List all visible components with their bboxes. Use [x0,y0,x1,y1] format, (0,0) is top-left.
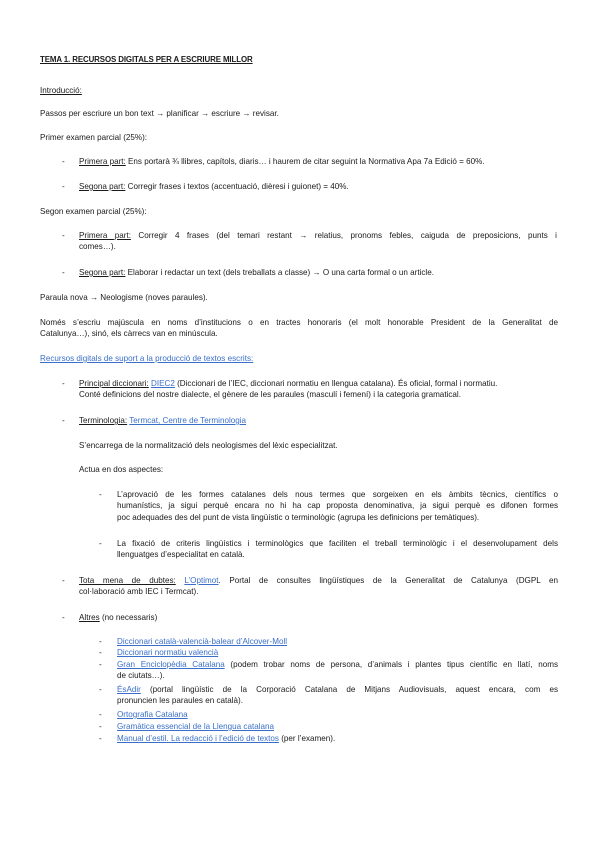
gran-enciclopedia-link[interactable]: Gran Enciclopèdia Catalana [117,660,225,669]
exam1-dash-2: - [62,182,65,191]
dubtes-dash: - [62,576,65,585]
manual-estil-link[interactable]: Manual d’estil. La redacció i l’edició de textos [117,734,279,743]
esadir-text-2: pronuncien les paraules en català). [117,696,243,706]
altres-dash-2: - [99,648,102,657]
altres-link-3 [117,659,558,682]
terminologia-dash: - [62,416,65,425]
exam1-item-1 [79,156,559,167]
exam1-item-2-text: Corregir frases i textos (accentuació, dièresi i guionet) = 40%. [125,182,349,191]
majuscula-line-1: Només s’escriu majúscula en noms d’institucions o en tractes honoraris (el molt honorable President de la Generalitat de [40,318,558,327]
altres-link-5 [117,709,188,720]
optimot-link[interactable]: L’Optimot [184,576,219,585]
exam1-heading: Primer examen parcial (25%): [40,133,148,142]
majuscula-line-2: Catalunya…), sinó, els càrrecs van en minúscula. [40,329,218,339]
terminologia-aspectes: Actua en dos aspectes: [79,465,164,474]
diccionari-label: Principal diccionari: [79,379,149,388]
ortografia-link[interactable]: Ortografia Catalana [117,710,188,719]
exam2-item-2 [79,267,559,278]
diccionari-text-1: (Diccionari de l’IEC, diccionari normatiu en llengua catalana). És oficial, formal i normatiu. [174,379,498,388]
exam2-dash-1: - [62,231,65,240]
diccionari-item [79,378,559,401]
altres-dash-4: - [99,685,102,694]
altres-dash-6: - [99,722,102,731]
dubtes-text-2: col·laboració amb IEC i Termcat). [79,587,199,597]
altres-link-2 [117,647,218,658]
altres-link-6 [117,721,274,732]
exam1-item-2-label: Segona part: [79,182,126,191]
altres-item [79,612,157,623]
terminologia-sub-2 [117,538,558,561]
altres-dash-3: - [99,660,102,669]
altres-dash-5: - [99,710,102,719]
diec2-link[interactable]: DIEC2 [150,379,175,388]
exam2-heading: Segon examen parcial (25%): [40,207,147,216]
terminologia-sub-2-line-1: La fixació de criteris lingüístics i terminològics que faciliten el treball terminològic i el desenvolupament dels [117,539,558,548]
altres-link-7 [117,733,335,744]
terminologia-sub-1-line-1: L’aprovació de les formes catalanes dels nous termes que sorgeixen en els àmbits tècnics, científics o [117,490,558,499]
termcat-link[interactable]: Termcat, Centre de Terminologia [129,416,247,425]
diccionari-text-2: Conté definicions del nostre dialecte, el gènere de les paraules (masculí i femení) i la categoria gramatical. [79,390,461,400]
gramatica-link[interactable]: Gramàtica essencial de la Llengua catalana [117,722,275,731]
terminologia-sub-dash-2: - [99,539,102,548]
exam2-item-1 [79,230,557,253]
altres-dash-7: - [99,734,102,743]
exam2-item-1-text-1: Corregir 4 frases (del temari restant → relatius, pronoms febles, caiguda de preposicions, punts i [130,231,557,240]
exam2-item-1-label: Primera part: [79,231,131,240]
document-title: TEMA 1. RECURSOS DIGITALS PER A ESCRIURE MILLOR [40,55,253,64]
terminologia-sub-1-line-2: humanístics, ja sigui perquè encara no hi ha cap proposta denominativa, ja sigui perquè es difonen formes [117,501,558,511]
terminologia-sub-dash-1: - [99,490,102,499]
manual-estil-text: (per l’examen). [278,734,336,743]
exam2-dash-2: - [62,268,65,277]
dubtes-item [79,575,558,598]
terminologia-label: Terminologia: [79,416,128,425]
altres-link-4 [117,684,558,707]
altres-dash-1: - [99,637,102,646]
exam1-item-1-label: Primera part: [79,157,126,166]
exam1-item-2 [79,181,559,192]
exam2-item-1-text-2: comes…). [79,242,116,252]
exam1-item-1-text: Ens portarà ¾ llibres, capítols, diaris… i haurem de citar seguint la Normativa Apa 7a Edició = 60%. [125,157,485,166]
terminologia-sub-2-line-2: llenguatges d’especialitat en català. [117,550,245,560]
exam2-item-2-label: Segona part: [79,268,126,277]
terminologia-sub-1-line-3: poc adequades des del punt de vista lingüístic o terminològic (agrupa les definicions per temàtiques). [117,512,480,522]
exam1-dash-1: - [62,157,65,166]
dubtes-text-1: . Portal de consultes lingüístiques de la Generalitat de Catalunya (DGPL en [218,576,558,585]
paraula-nova: Paraula nova → Neologisme (noves paraules). [40,293,208,302]
diccionari-dash: - [62,379,65,388]
majuscula-paragraph [40,317,558,340]
esadir-link[interactable]: ÉsAdir [117,685,141,694]
alcover-moll-link[interactable]: Diccionari català-valencià-balear d’Alcover-Moll [117,637,288,646]
terminologia-item [79,415,559,426]
diccionari-valencia-link[interactable]: Diccionari normatiu valencià [117,648,219,657]
altres-link-1 [117,636,287,647]
terminologia-desc: S’encarrega de la normalització dels neologismes del lèxic especialitzat. [79,441,338,450]
dubtes-label: Tota mena de dubtes: [79,576,176,585]
intro-heading: Introducció: [40,86,82,95]
altres-note: (no necessaris) [99,613,158,622]
intro-line: Passos per escriure un bon text → planificar → escriure → revisar. [40,109,279,118]
esadir-text: (portal lingüístic de la Corporació Catalana de Mitjans Audiovisuals, aquest encara, com es [140,685,558,694]
altres-dash: - [62,613,65,622]
gran-enciclopedia-text-2: de ciutats…). [117,671,165,681]
terminologia-sub-1 [117,489,558,523]
exam2-item-2-text: Elaborar i redactar un text (dels treballats a classe) → O una carta formal o un article. [125,268,434,277]
recursos-heading-link[interactable]: Recursos digitals de suport a la producció de textos escrits: [40,354,254,363]
altres-label: Altres [79,613,100,622]
gran-enciclopedia-text: (podem trobar noms de persona, d’animals i plantes tipus científic en llatí, noms [224,660,558,669]
